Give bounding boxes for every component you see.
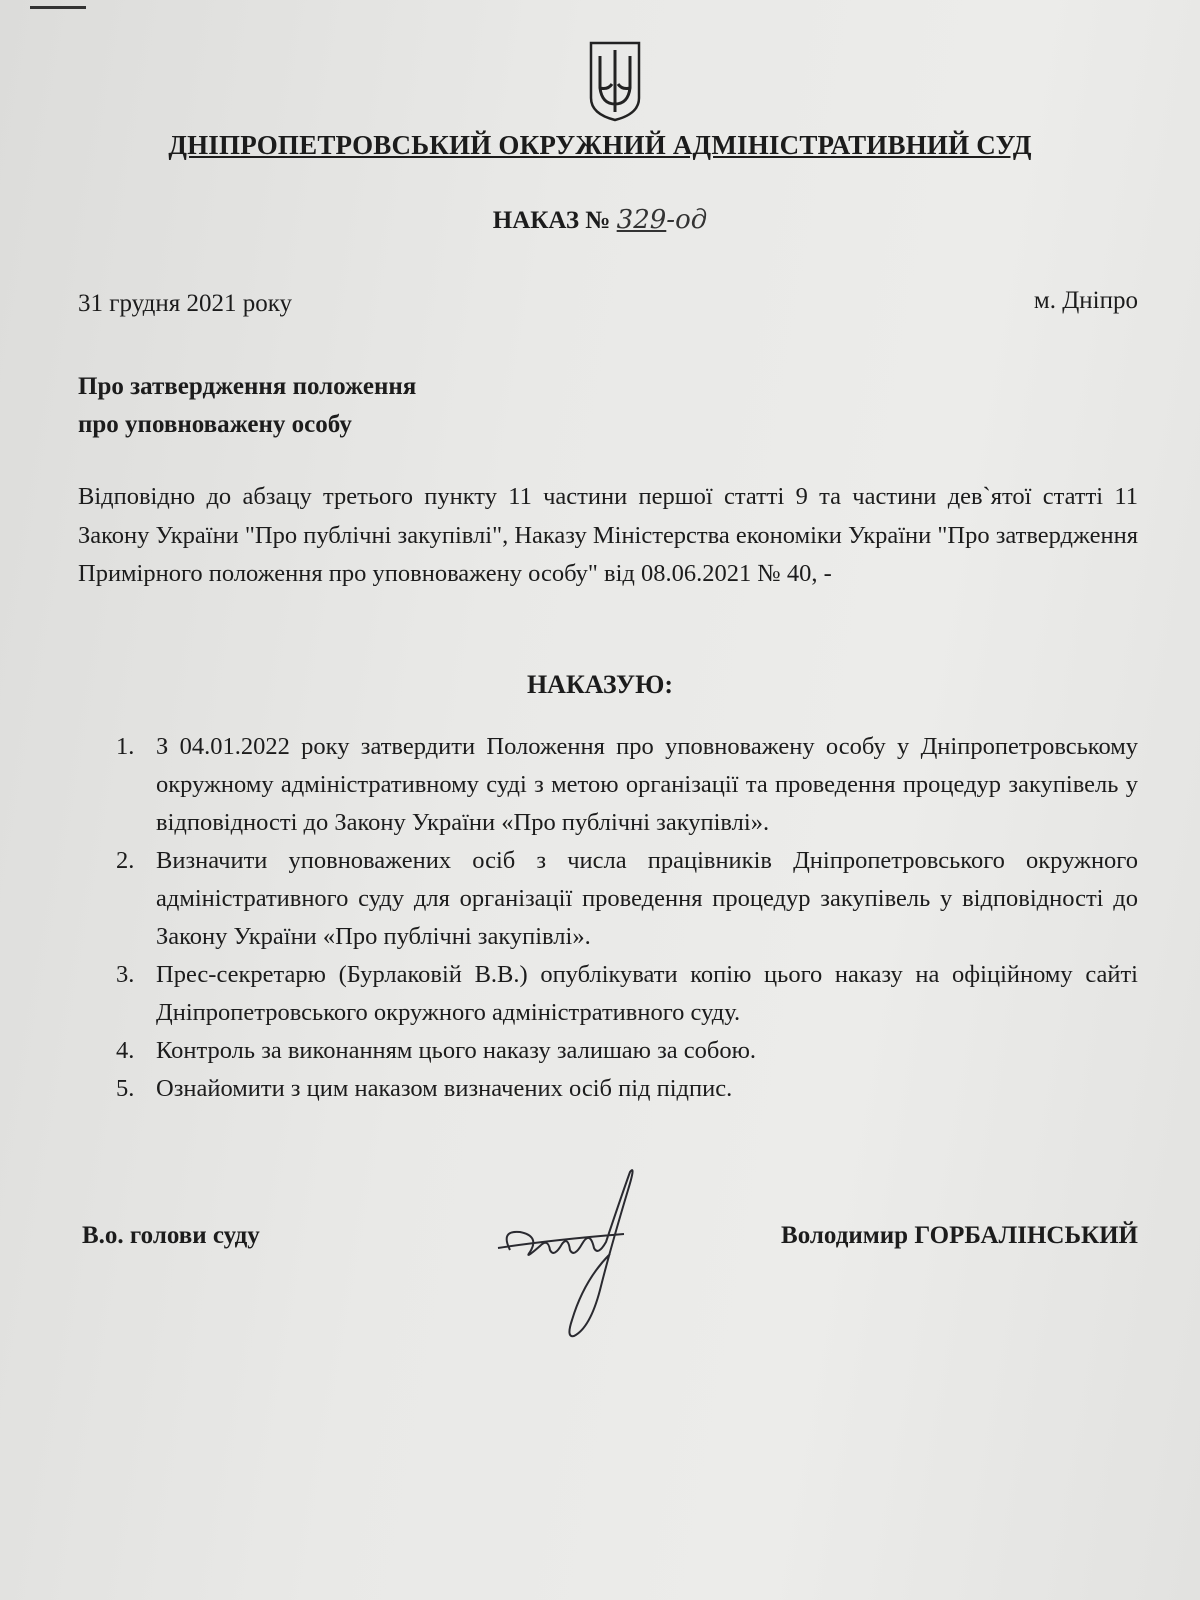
order-number: 329 [616,205,667,235]
decree-item [78,1032,1138,1070]
item-number: 1. [116,733,135,760]
trident-coat-of-arms-icon [588,40,642,122]
signatory-position: В.о. голови суду [82,1222,260,1249]
subject-line: про уповноважену особу [78,411,352,438]
decree-item [78,842,1138,956]
order-subject [78,368,416,444]
order-city: м. Дніпро [1033,287,1138,314]
item-text: Контроль за виконанням цього наказу залишаю за собою. [156,1037,757,1064]
decree-heading: НАКАЗУЮ: [526,670,674,699]
decree-items [78,728,1138,1108]
order-date: 31 грудня 2021 року [78,290,292,317]
order-label: НАКАЗ № [492,207,611,234]
order-suffix: -од [666,205,708,235]
item-number: 3. [116,961,135,988]
decree-item [78,1070,1138,1108]
signatory-name: Володимир ГОРБАЛІНСЬКИЙ [781,1222,1138,1249]
court-name: ДНІПРОПЕТРОВСЬКИЙ ОКРУЖНИЙ АДМІНІСТРАТИВНИЙ СУД [168,130,1032,160]
item-number: 4. [116,1037,135,1064]
order-number-handwritten [617,205,708,235]
order-title [0,205,1200,235]
item-number: 5. [116,1075,135,1102]
handwritten-signature [490,1160,640,1340]
item-text: Прес-секретарю (Бурлаковій В.В.) опублікувати копію цього наказу на офіційному сайті Дніпропетровського окружного адміністративного суду. [156,961,1138,1026]
scan-edge-mark [30,6,86,9]
preamble-paragraph: Відповідно до абзацу третього пункту 11 частини першої статті 9 та частини дев`ятої статті 11 Закону України "Про публічні закупівлі", Наказу Міністерства економіки України "Про затвердження Примірного положення про уповноважену особу" від 08.06.2021 № 40, - [78,483,1138,587]
decree-item [78,728,1138,842]
subject-line: Про затвердження положення [78,373,417,400]
item-number: 2. [116,847,135,874]
item-text: Визначити уповноважених осіб з числа працівників Дніпропетровського окружного адміністративного суду для організації проведення процедур закупівель у відповідності до Закону України «Про публічні закупівлі». [156,847,1138,950]
item-text: З 04.01.2022 року затвердити Положення про уповноважену особу у Дніпропетровському окружному адміністративному суді з метою організації та проведення процедур закупівель у відповідності до Закону України «Про публічні закупівлі». [156,733,1138,836]
decree-item [78,956,1138,1032]
item-text: Ознайомити з цим наказом визначених осіб під підпис. [156,1075,733,1102]
